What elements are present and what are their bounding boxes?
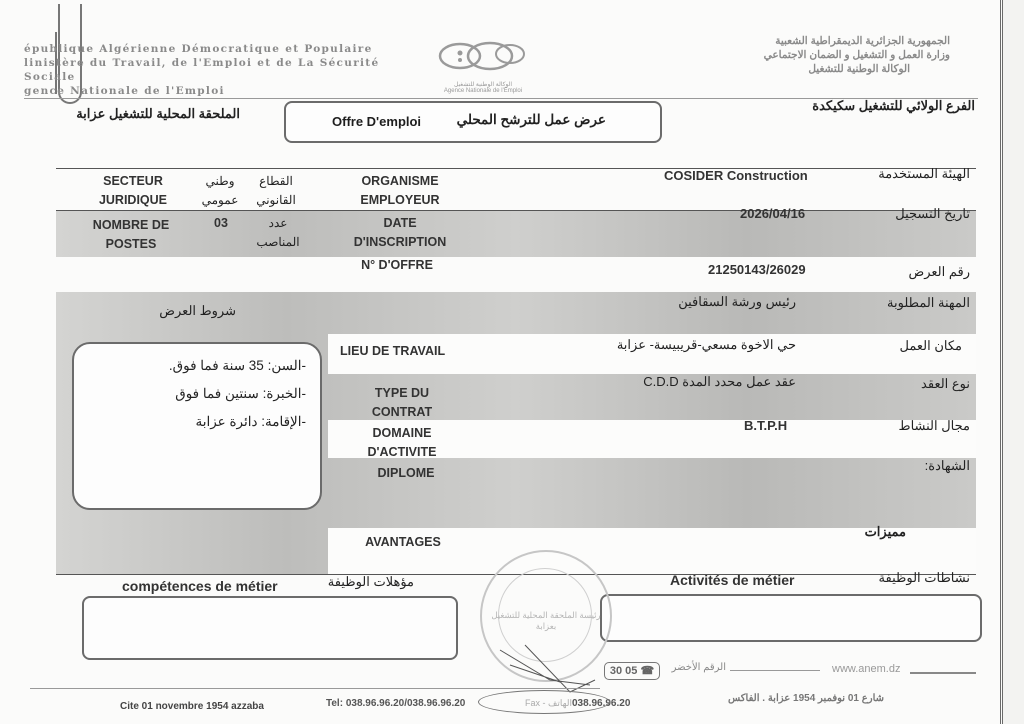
fax-label: الهاتف - Fax [525,698,572,708]
footer-dash-1 [730,670,820,671]
header-ar-line: الوكالة الوطنية للتشغيل [808,63,910,75]
offre-label-ar: رقم العرض [908,264,970,279]
diplome-label-ar: الشهادة: [924,458,970,473]
diplome-label: DIPLOME [377,466,435,480]
header-fr-line: linistère du Travail, de l'Emploi et de La Sécurité Sociale [24,57,380,83]
secteur-label-ar: القطاع القانوني [256,174,296,207]
green-number-label: الرقم الأخضر [671,662,726,673]
lieu-label: LIEU DE TRAVAIL [340,344,446,358]
footer-line-left [30,688,600,689]
secteur-label: SECTEUR JURIDIQUE [98,174,168,207]
logo-caption-ar: الوكالة الوطنية للتشغيل [453,82,513,88]
header-ar-line: الجمهورية الجزائرية الديمقراطية الشعبية [775,35,950,47]
header-french [24,42,404,98]
footer-dash-2 [910,672,976,674]
secteur-value: وطني عمومي [201,174,239,207]
contrat-value: عقد عمل محدد المدة C.D.D [643,374,796,389]
address-ar: شارع 01 نوفمبر 1954 عزابة . الفاكس [728,693,884,704]
header-ar-line: وزارة العمل و التشغيل و الضمان الاجتماعي [763,49,950,61]
competences-fr: compétences de métier [122,578,278,594]
organisme-label-ar: الهيئة المستخدمة [878,166,970,181]
lieu-label-ar: مكان العمل [899,338,962,353]
postes-label-ar: عدد المناصب [256,216,300,249]
competences-box[interactable] [82,596,458,660]
footer-oval [478,690,610,714]
conditions-title: شروط العرض [159,303,236,318]
activites-fr: Activités de métier [670,572,795,588]
title-box [284,101,662,143]
phone-icon: ☎ [640,665,655,677]
date-value: 2026/04/16 [740,206,806,221]
domaine-label-ar: مجال النشاط [898,418,970,433]
contrat-label: TYPE DU CONTRAT [371,386,433,419]
title-fr: Offre D'emploi [332,114,422,129]
condition-item: -السن: 35 سنة فما فوق. [168,358,306,373]
tel: Tel: 038.96.96.20/038.96.96.20 [326,698,466,709]
activites-ar: نشاطات الوظيفة [878,570,970,585]
organisme-value: COSIDER Construction [664,168,808,183]
anem-logo [424,36,542,92]
offre-value: 21250143/26029 [708,262,806,277]
offre-label: N° D'OFFRE [361,258,433,272]
contrat-label-ar: نوع العقد [921,376,970,391]
green-number: 30 05 [609,665,638,677]
condition-item: -الإقامة: دائرة عزابة [195,414,306,429]
title-ar: عرض عمل للترشح المحلي [456,112,606,127]
date-label: DATE D'INSCRIPTION [353,216,447,249]
green-number-badge [604,662,660,680]
avantages-label-ar: مميزات [864,524,906,539]
metier-label-ar: المهنة المطلوبة [887,295,970,310]
avantages-label: AVANTAGES [365,535,441,549]
competences-ar: مؤهلات الوظيفة [327,574,414,589]
postes-value: 03 [214,216,228,230]
stamp-text: رئيسة الملحقة المحلية للتشغيل بعزابة [491,610,601,631]
address-fr: Cite 01 novembre 1954 azzaba [120,701,264,712]
logo-caption-fr: Agence Nationale de l'Emploi [443,88,523,94]
metier-value: رئيس ورشة السقافين [678,294,796,309]
header-fr-line: gence Nationale de l'Emploi [24,85,225,97]
header-arabic [570,34,950,76]
postes-label: NOMBRE DE POSTES [92,218,170,251]
conditions-box [72,342,322,510]
organisme-label: ORGANISME EMPLOYEUR [360,174,440,207]
website[interactable]: www.anem.dz [832,663,901,675]
domaine-label: DOMAINE D'ACTIVITE [367,426,437,459]
anem-logo-icon [424,36,542,76]
fax: 038.96.96.20 [572,698,631,709]
domaine-value: B.T.P.H [744,418,788,433]
header-fr-line: épublique Algérienne Démocratique et Populaire [24,43,373,55]
activites-box[interactable] [600,594,982,642]
branch-wilaya: الفرع الولائي للتشغيل سكيكدة [812,98,975,113]
branch-local: الملحقة المحلية للتشغيل عزابة [76,106,240,121]
lieu-value: حي الاخوة مسعي-قريبيسة- عزابة [616,337,796,352]
date-label-ar: تاريخ التسجيل [895,206,970,221]
condition-item: -الخبرة: سنتين فما فوق [175,386,306,401]
